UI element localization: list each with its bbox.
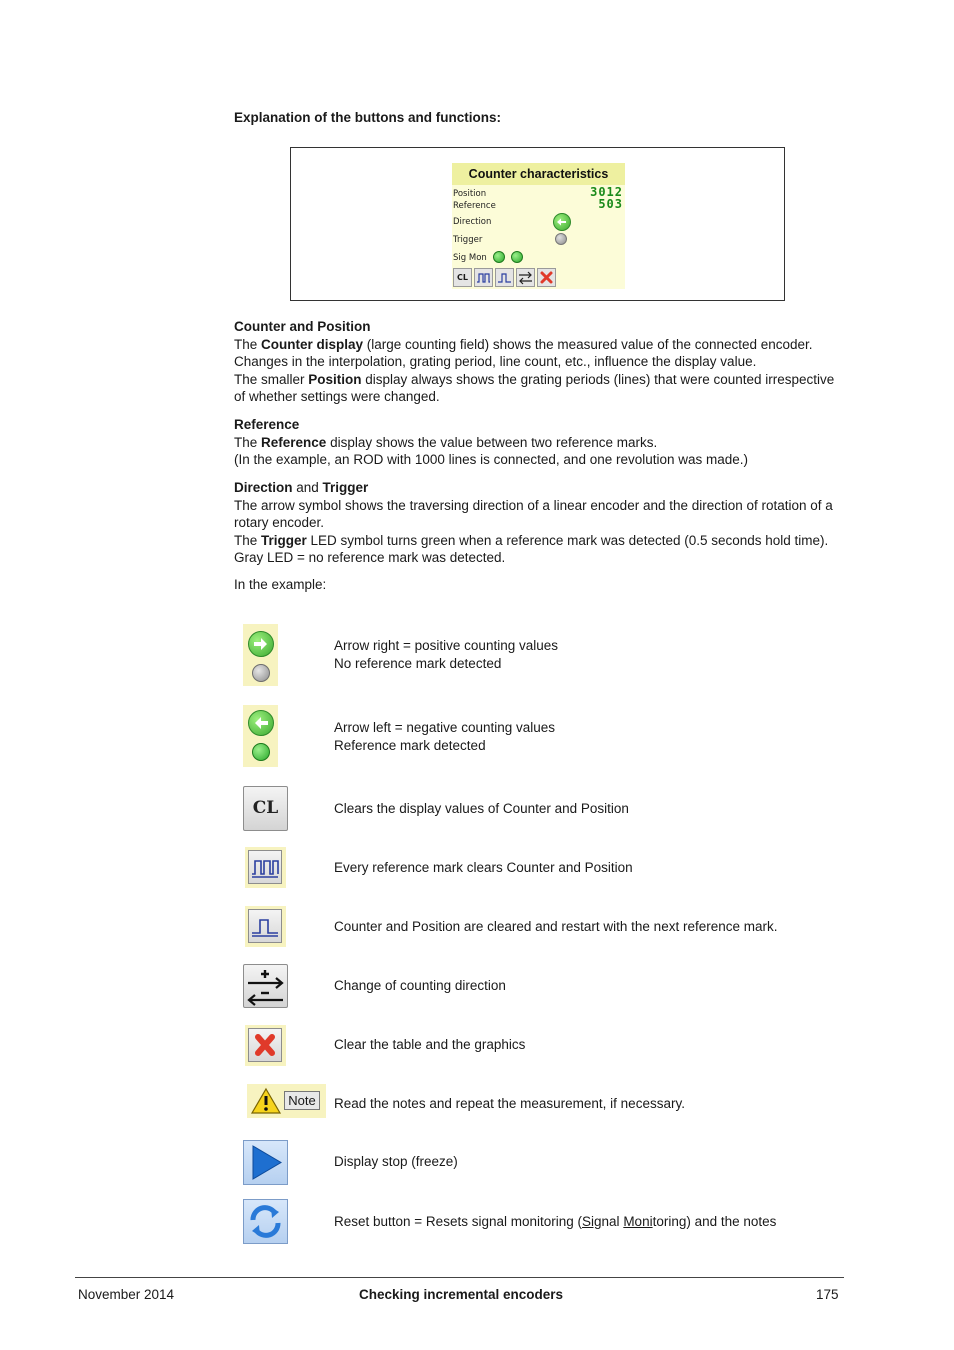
item-description: Read the notes and repeat the measurement, if necessary. [334, 1096, 685, 1111]
panel-direction-button[interactable] [516, 268, 535, 287]
item-description: Arrow left = negative counting values Reference mark detected [334, 720, 556, 753]
gray-led-icon [252, 664, 270, 682]
arrow-right-gray-led-icon [243, 624, 278, 686]
green-led-icon [252, 743, 270, 761]
paragraph: The smaller Position display always shows the grating periods (lines) that were counted irrespective of whether settings were changed. [234, 371, 835, 405]
footer-title: Checking incremental encoders [359, 1287, 564, 1302]
paragraph: The Reference display shows the value between two reference marks. [234, 434, 658, 450]
arrow-left-icon [248, 710, 274, 736]
position-label: Position [453, 189, 487, 199]
change-direction-icon [243, 964, 288, 1008]
item-description: Arrow right = positive counting values No reference mark detected [334, 638, 558, 671]
item-description: Display stop (freeze) [334, 1154, 458, 1169]
reference-value: 503 [598, 197, 623, 211]
next-ref-mark-icon [245, 906, 286, 947]
trigger-label: Trigger [453, 235, 483, 245]
item-description: Clears the display values of Counter and Position [334, 801, 629, 816]
sigmon-led-2-icon [511, 251, 523, 263]
item-description: Counter and Position are cleared and restart with the next reference mark. [334, 919, 778, 934]
footer-date: November 2014 [78, 1287, 175, 1302]
paragraph: The Trigger LED symbol turns green when a reference mark was detected (0.5 seconds hold time). Gray LED = no reference mark was detected. [234, 532, 829, 566]
panel-cl-button[interactable]: CL [453, 268, 472, 287]
section-title: Reference [234, 417, 300, 432]
section-counter-position [234, 318, 846, 406]
position-value: 3012 [590, 185, 623, 199]
item-description: Clear the table and the graphics [334, 1037, 526, 1052]
sigmon-label: Sig Mon [453, 253, 487, 263]
screenshot-frame [290, 147, 785, 301]
item-description: Every reference mark clears Counter and Position [334, 860, 633, 875]
refresh-icon [243, 1199, 288, 1244]
item-description: Change of counting direction [334, 978, 506, 993]
warning-triangle-icon [250, 1087, 282, 1115]
trigger-led-icon [555, 233, 567, 245]
direction-label: Direction [453, 217, 492, 227]
counter-characteristics-panel [452, 163, 625, 289]
in-example-text: In the example: [234, 577, 327, 592]
panel-title: Counter characteristics [452, 163, 625, 185]
cl-button-icon: CL [243, 786, 288, 831]
direction-left-arrow-icon [553, 213, 571, 231]
clear-table-icon [245, 1025, 286, 1066]
note-label: Note [284, 1091, 320, 1110]
panel-ref-restart-button[interactable] [495, 268, 514, 287]
item-description: Reset button = Resets signal monitoring (Signal Monitoring) and the notes [334, 1214, 777, 1229]
paragraph: The arrow symbol shows the traversing direction of a linear encoder and the direction of rotation of a rotary encoder. [234, 497, 833, 531]
section-reference [234, 416, 846, 469]
arrow-left-green-led-icon [243, 705, 278, 767]
panel-clear-table-button[interactable] [537, 268, 556, 287]
play-icon [243, 1140, 288, 1185]
paragraph: (In the example, an ROD with 1000 lines is connected, and one revolution was made.) [234, 452, 749, 468]
footer-divider [75, 1277, 844, 1278]
panel-ref-clear-button[interactable] [474, 268, 493, 287]
section-direction-trigger [234, 479, 846, 567]
section-title: Counter and Position [234, 319, 371, 334]
page-number: 175 [816, 1287, 839, 1302]
every-ref-mark-icon [245, 847, 286, 888]
section-title: Direction and Trigger [234, 480, 369, 495]
arrow-right-icon [248, 631, 274, 657]
page-heading: Explanation of the buttons and functions: [234, 110, 501, 125]
reference-label: Reference [453, 201, 496, 211]
sigmon-led-1-icon [493, 251, 505, 263]
paragraph: The Counter display (large counting field) shows the measured value of the connected encoder. Changes in the interpolation, grating period, line count, etc., influence the display value. [234, 336, 813, 370]
note-warning-icon [247, 1084, 326, 1118]
